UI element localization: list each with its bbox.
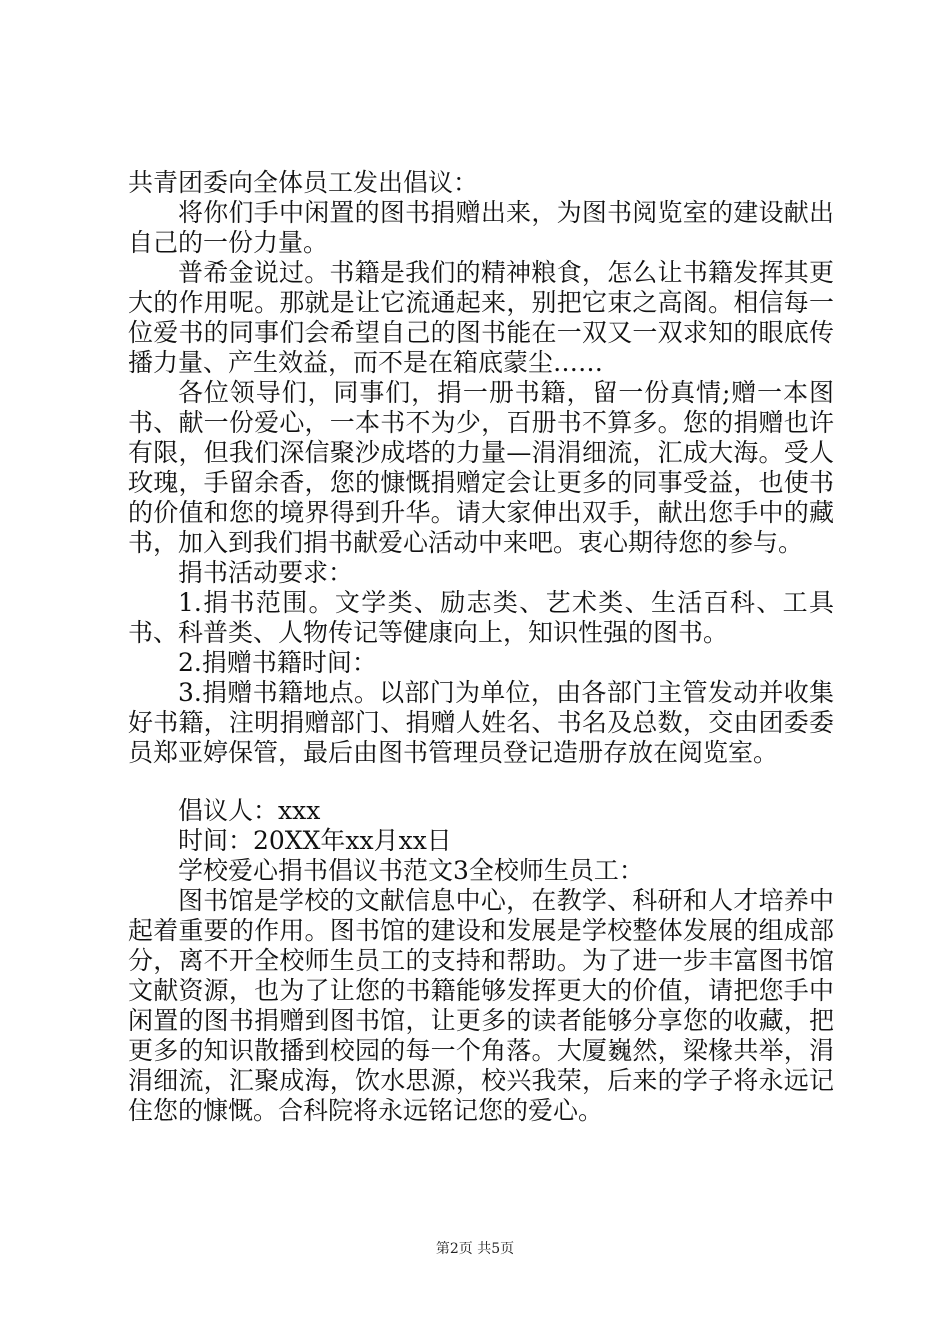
opening-line: 共青团委向全体员工发出倡议： bbox=[128, 168, 479, 197]
paragraph-appeal: 各位领导们，同事们，捐一册书籍，留一份真情;赠一本图书、献一份爱心，一本书不为少，百册书不算多。您的捐赠也许有限，但我们深信聚沙成塔的力量—涓涓细流，汇成大海。受人玫瑰，手留余香，您的慷慨捐赠定会让更多的同事受益，也使书的价值和您的境界得到升华。请大家伸出双手，献出您手中的藏书，加入到我们捐书献爱心活动中来吧。衷心期待您的参与。 bbox=[128, 378, 834, 557]
date-line: 时间：20XX年xx月xx日 bbox=[178, 826, 452, 855]
page-number: 第2页 共5页 bbox=[435, 1241, 515, 1257]
initiator-line: 倡议人：xxx bbox=[178, 796, 321, 825]
section-heading: 学校爱心捐书倡议书范文3全校师生员工： bbox=[178, 856, 644, 885]
requirements-heading: 捐书活动要求： bbox=[178, 558, 354, 587]
paragraph-pushkin-quote: 普希金说过。书籍是我们的精神粮食，怎么让书籍发挥其更大的作用呢。那就是让它流通起来，别把它束之高阁。相信每一位爱书的同事们会希望自己的图书能在一双又一双求知的眼底传播力量、产生效益，而不是在箱底蒙尘…… bbox=[128, 258, 834, 377]
page-footer bbox=[0, 1240, 950, 1258]
paragraph-library: 图书馆是学校的文献信息中心，在教学、科研和人才培养中起着重要的作用。图书馆的建设和发展是学校整体发展的组成部分，离不开全校师生员工的支持和帮助。为了进一步丰富图书馆文献资源，也为了让您的书籍能够发挥更大的价值，请把您手中闲置的图书捐赠到图书馆，让更多的读者能够分享您的收藏，把更多的知识散播到校园的每一个角落。大厦巍然，梁椽共举，涓涓细流，汇聚成海，饮水思源，校兴我荣，后来的学子将永远记住您的慷慨。合科院将永远铭记您的爱心。 bbox=[128, 886, 834, 1125]
document-body bbox=[128, 168, 834, 1126]
paragraph-donation-call: 将你们手中闲置的图书捐赠出来，为图书阅览室的建设献出自己的一份力量。 bbox=[128, 198, 834, 257]
requirement-location: 3.捐赠书籍地点。以部门为单位，由各部门主管发动并收集好书籍，注明捐赠部门、捐赠人姓名、书名及总数，交由团委委员郑亚婷保管，最后由图书管理员登记造册存放在阅览室。 bbox=[128, 678, 834, 767]
blank-line bbox=[128, 768, 834, 796]
requirement-scope: 1.捐书范围。文学类、励志类、艺术类、生活百科、工具书、科普类、人物传记等健康向上，知识性强的图书。 bbox=[128, 588, 834, 647]
requirement-time: 2.捐赠书籍时间： bbox=[178, 648, 377, 677]
